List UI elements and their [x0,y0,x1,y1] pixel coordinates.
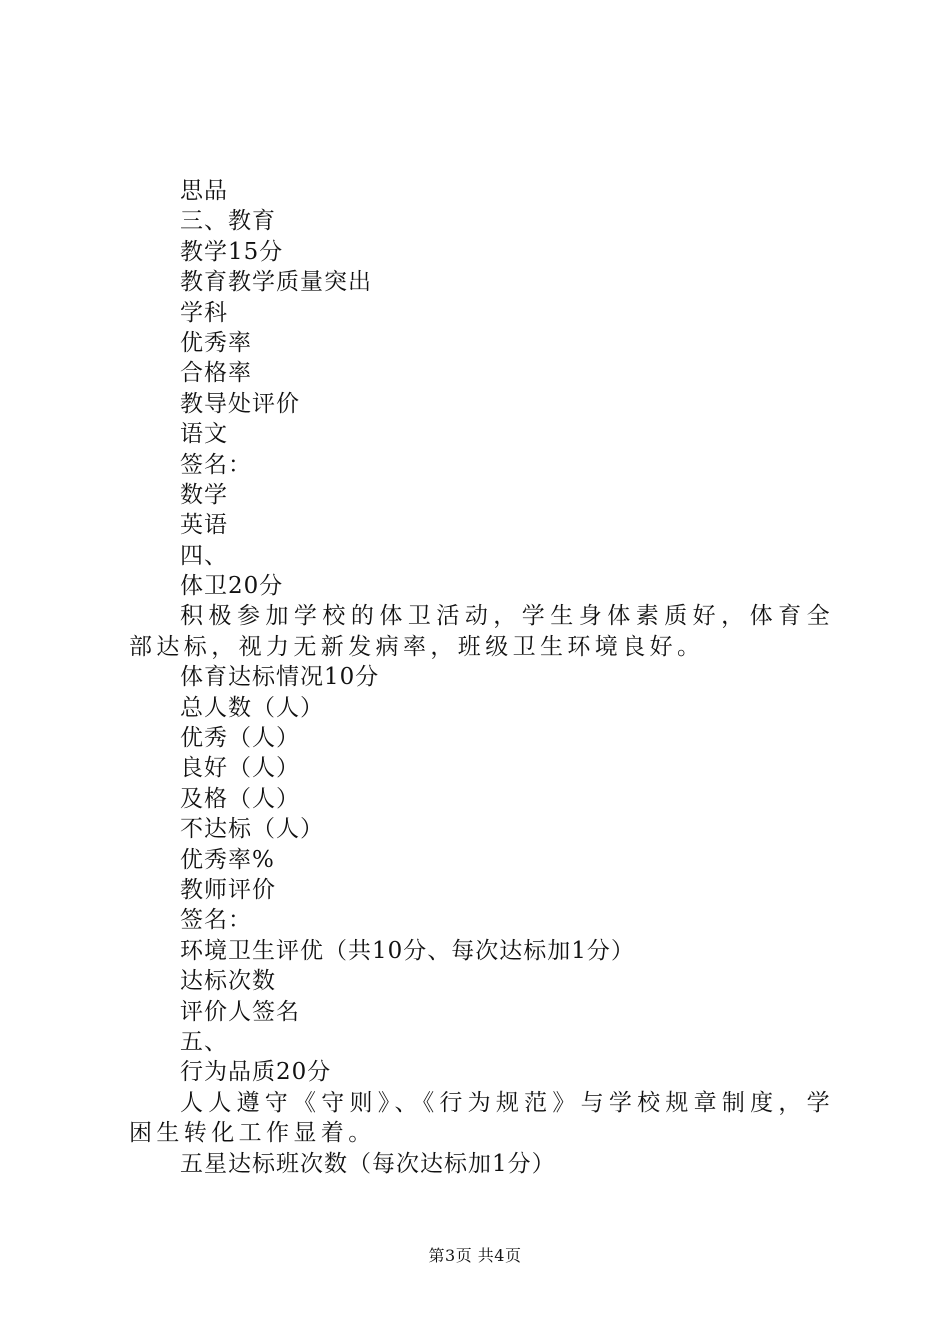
text-line: 达标次数 [180,968,276,995]
section-heading: 三、教育 [180,208,276,235]
text-line: 教师评价 [180,877,276,904]
page-number-footer: 第3页 共4页 [428,1246,522,1265]
text-line: 教学15分 [180,238,284,265]
text-line: 语文 [180,421,228,448]
text-line: 学科 [180,299,228,326]
text-line: 不达标（人） [180,816,324,843]
health-description-paragraph: 积极参加学校的体卫活动，学生身体素质好，体育全部达标，视力无新发病率，班级卫生环境良好。 [129,603,834,660]
text-line: 优秀率% [180,846,275,873]
text-line: 及格（人） [180,785,300,812]
text-line: 总人数（人） [180,694,324,721]
text-line: 体育达标情况10分 [180,664,380,691]
text-line: 行为品质20分 [180,1059,332,1086]
text-line: 思品 [180,178,228,204]
conduct-description-paragraph: 人人遵守《守则》、《行为规范》与学校规章制度，学困生转化工作显着。 [129,1089,834,1147]
text-line: 优秀率 [180,329,252,356]
text-line: 良好（人） [180,755,300,782]
section-heading: 四、 [180,542,228,569]
text-line: 体卫20分 [180,573,284,600]
document-body [129,176,834,1179]
text-line: 数学 [180,481,228,508]
text-line: 环境卫生评优（共10分、每次达标加1分） [180,937,635,964]
text-line: 评价人签名 [180,998,300,1025]
text-line: 优秀（人） [180,725,300,752]
text-line: 英语 [180,512,228,539]
text-line: 五星达标班次数（每次达标加1分） [180,1150,556,1177]
text-line: 合格率 [180,360,252,387]
text-line: 签名： [180,907,252,934]
text-line: 教育教学质量突出 [180,269,372,296]
text-line: 签名： [180,451,252,478]
section-heading: 五、 [180,1028,228,1055]
text-line: 教导处评价 [180,390,300,417]
